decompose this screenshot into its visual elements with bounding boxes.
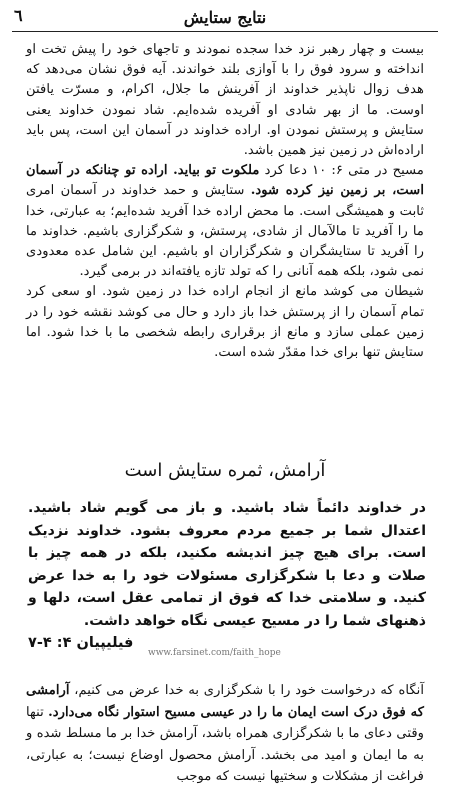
- paragraph-2-end: ستایش و حمد خداوند در آسمان امری ثابت و همیشگی است. ما محض اراده خدا آفرید شده‌ایم؛ به عبارتی، خدا ما را آفرید تا مالآمال از شادی، پرستش، و شکرگزاری باشیم. خداوند ما را آفرید تا ستایشگران و شکرگزاران او باشیم. این شامل عده معدودی نمی شود، بلکه همه آنانی را که تولد تازه یافته‌اند در برمی گیرد.: [26, 183, 424, 280]
- paragraph-4-start: آنگاه که درخواست خود را با شکرگزاری به خدا عرض می کنیم،: [69, 683, 424, 698]
- page-header: [12, 6, 438, 32]
- scripture-reference: فیلیپیان ۴: ۴-۷: [28, 635, 134, 651]
- intro-text: [26, 40, 424, 363]
- page-number: ٦: [14, 6, 23, 25]
- header-rule: [12, 31, 438, 32]
- section-heading: آرامش، ثمره ستایش است: [124, 460, 326, 481]
- running-title: نتایج ستایش: [183, 8, 267, 27]
- scripture-quote: در خداوند دائماً شاد باشید. و باز می گویم شاد باشید. اعتدال شما بر جمیع مردم معروف بشود. خداوند نزدیک است. برای هیچ چیز اندیشه مکنید، بلکه در همه چیز با صلات و دعا با شکرگزاری مسئولات خود را به خدا عرض کنید. و سلامتی خدا که فوق از تمامی عقل است، دلها و ذهنهای شما را در مسیح عیسی نگاه خواهد داشت.: [28, 500, 426, 629]
- paragraph-3: شیطان می کوشد مانع از انجام اراده خدا در زمین شود. او سعی کرد تمام آسمان را از پرستش خدا باز دارد و حال می کوشد نقشه خود را در زمین عملی سازد و مانع از برقراری رابطه شخصی ما با خدا شود. اما ستایش تنها برای خدا مقدّر شده است.: [26, 284, 424, 361]
- bible-quote-inline: ملکوت تو بیاید. اراده تو چنانکه در آسمان است، بر زمین نیز کرده شود.: [26, 163, 424, 199]
- paragraph-4: [26, 680, 424, 788]
- paragraph-4-end: تنها وقتی دعای ما با شکرگزاری همراه باشد، آرامش خدا بر ما مسلط شده و به ما ایمان و امید می بخشد. آرامش محصول اوضاع نیست؛ به عبارتی، فراغت از مشکلات و سختیها نیست که موجب: [26, 704, 424, 784]
- paragraph-1: بیست و چهار رهبر نزد خدا سجده نمودند و تاجهای خود را پیش تخت او انداخته و سرود فوق را با آوازی بلند خواندند. آیه فوق نشان می‌دهد که هدف زوال ناپذیر خداوند از آفرینش ما جلال، اکرام، و مسرّت یافتن اوست. ما از بهر شادی او آفریده شده‌ایم. شاد نمودن خداوند یعنی ستایش و پرستش نمودن او. اراده خداوند در آسمان این است، پس باید اراده‌اش در زمین نیز همین باشد.: [26, 42, 424, 159]
- bold-statement: آرامشی که فوق درک است ایمان ما را در عیسی مسیح استوار نگاه می‌دارد.: [26, 683, 424, 720]
- paragraph-2: [26, 161, 424, 282]
- closing-text: [26, 680, 424, 788]
- paragraph-2-start: مسیح در متی ۶: ۱۰ دعا کرد: [259, 163, 424, 179]
- watermark-url: www.farsinet.com/faith_hope: [148, 648, 281, 658]
